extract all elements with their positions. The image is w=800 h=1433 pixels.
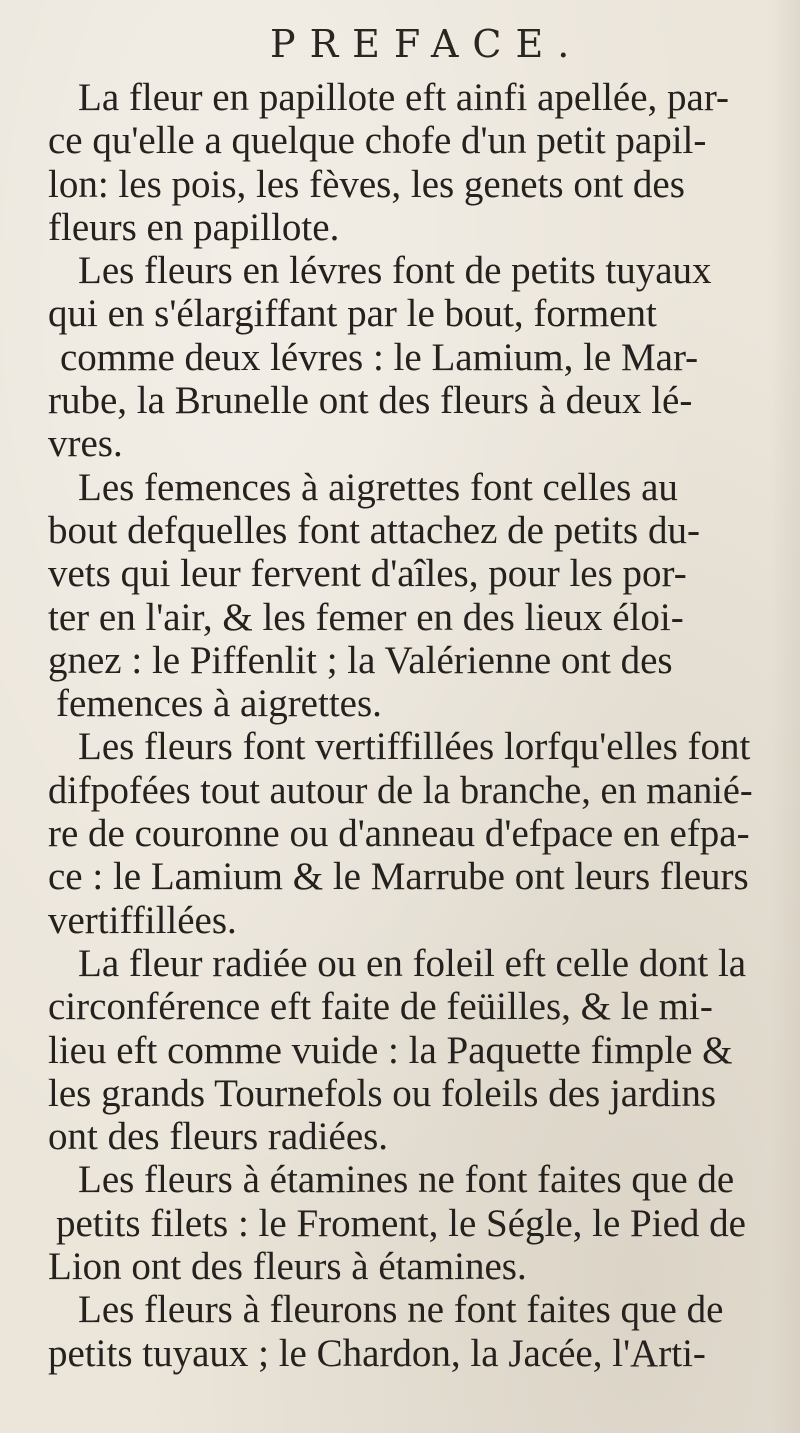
text-line: gnez : le Piffenlit ; la Valérienne ont des: [48, 638, 673, 682]
text-line: La fleur radiée ou en foleil eft celle dont la: [78, 941, 747, 985]
text-line: petits filets : le Froment, le Ségle, le Pied de: [56, 1201, 746, 1245]
text-line: Lion ont des fleurs à étamines.: [48, 1245, 527, 1289]
text-line: rube, la Brunelle ont des fleurs à deux lé-: [48, 379, 693, 423]
text-line: Les femences à aigrettes font celles au: [78, 465, 678, 509]
text-line: bout defquelles font attachez de petits du-: [48, 508, 700, 552]
running-head: PREFACE.: [270, 22, 584, 66]
text-line: circonférence eft faite de feüilles, & le mi-: [48, 985, 713, 1029]
text-line: La fleur en papillote eft ainfi apellée, par-: [78, 76, 730, 119]
text-line: Les fleurs font vertiffillées lorfqu'elles font: [78, 725, 751, 769]
text-line: ter en l'air, & les femer en des lieux éloi-: [48, 595, 684, 639]
text-line: ont des fleurs radiées.: [48, 1115, 389, 1159]
text-line: Les fleurs à fleurons ne font faites que de: [78, 1288, 724, 1332]
text-line: lon: les pois, les fèves, les genets ont des: [48, 162, 685, 206]
text-line: femences à aigrettes.: [56, 682, 382, 726]
text-line: re de couronne ou d'anneau d'efpace en efpa-: [48, 812, 750, 856]
text-line: Les fleurs à étamines ne font faites que de: [78, 1158, 735, 1202]
text-line: difpofées tout autour de la branche, en manié-: [48, 768, 753, 812]
text-line: petits tuyaux ; le Chardon, la Jacée, l'Arti-: [48, 1331, 706, 1375]
page-gutter-shadow: [770, 0, 800, 1433]
body-text: [48, 76, 753, 1375]
text-line: ce : le Lamium & le Marrube ont leurs fleurs: [48, 855, 749, 899]
text-line: lieu eft comme vuide : la Paquette fimple &: [48, 1028, 733, 1072]
text-line: vertiffillées.: [48, 898, 237, 942]
text-line: vres.: [48, 422, 123, 466]
text-line: fleurs en papillote.: [48, 205, 340, 249]
text-line: ce qu'elle a quelque chofe d'un petit papil-: [48, 119, 707, 163]
text-line: Les fleurs en lévres font de petits tuyaux: [78, 249, 712, 293]
text-line: comme deux lévres : le Lamium, le Mar-: [60, 335, 699, 379]
text-line: qui en s'élargiffant par le bout, forment: [48, 292, 657, 336]
text-line: les grands Tournefols ou foleils des jardins: [48, 1071, 717, 1115]
text-line: vets qui leur fervent d'aîles, pour les por-: [48, 552, 687, 596]
